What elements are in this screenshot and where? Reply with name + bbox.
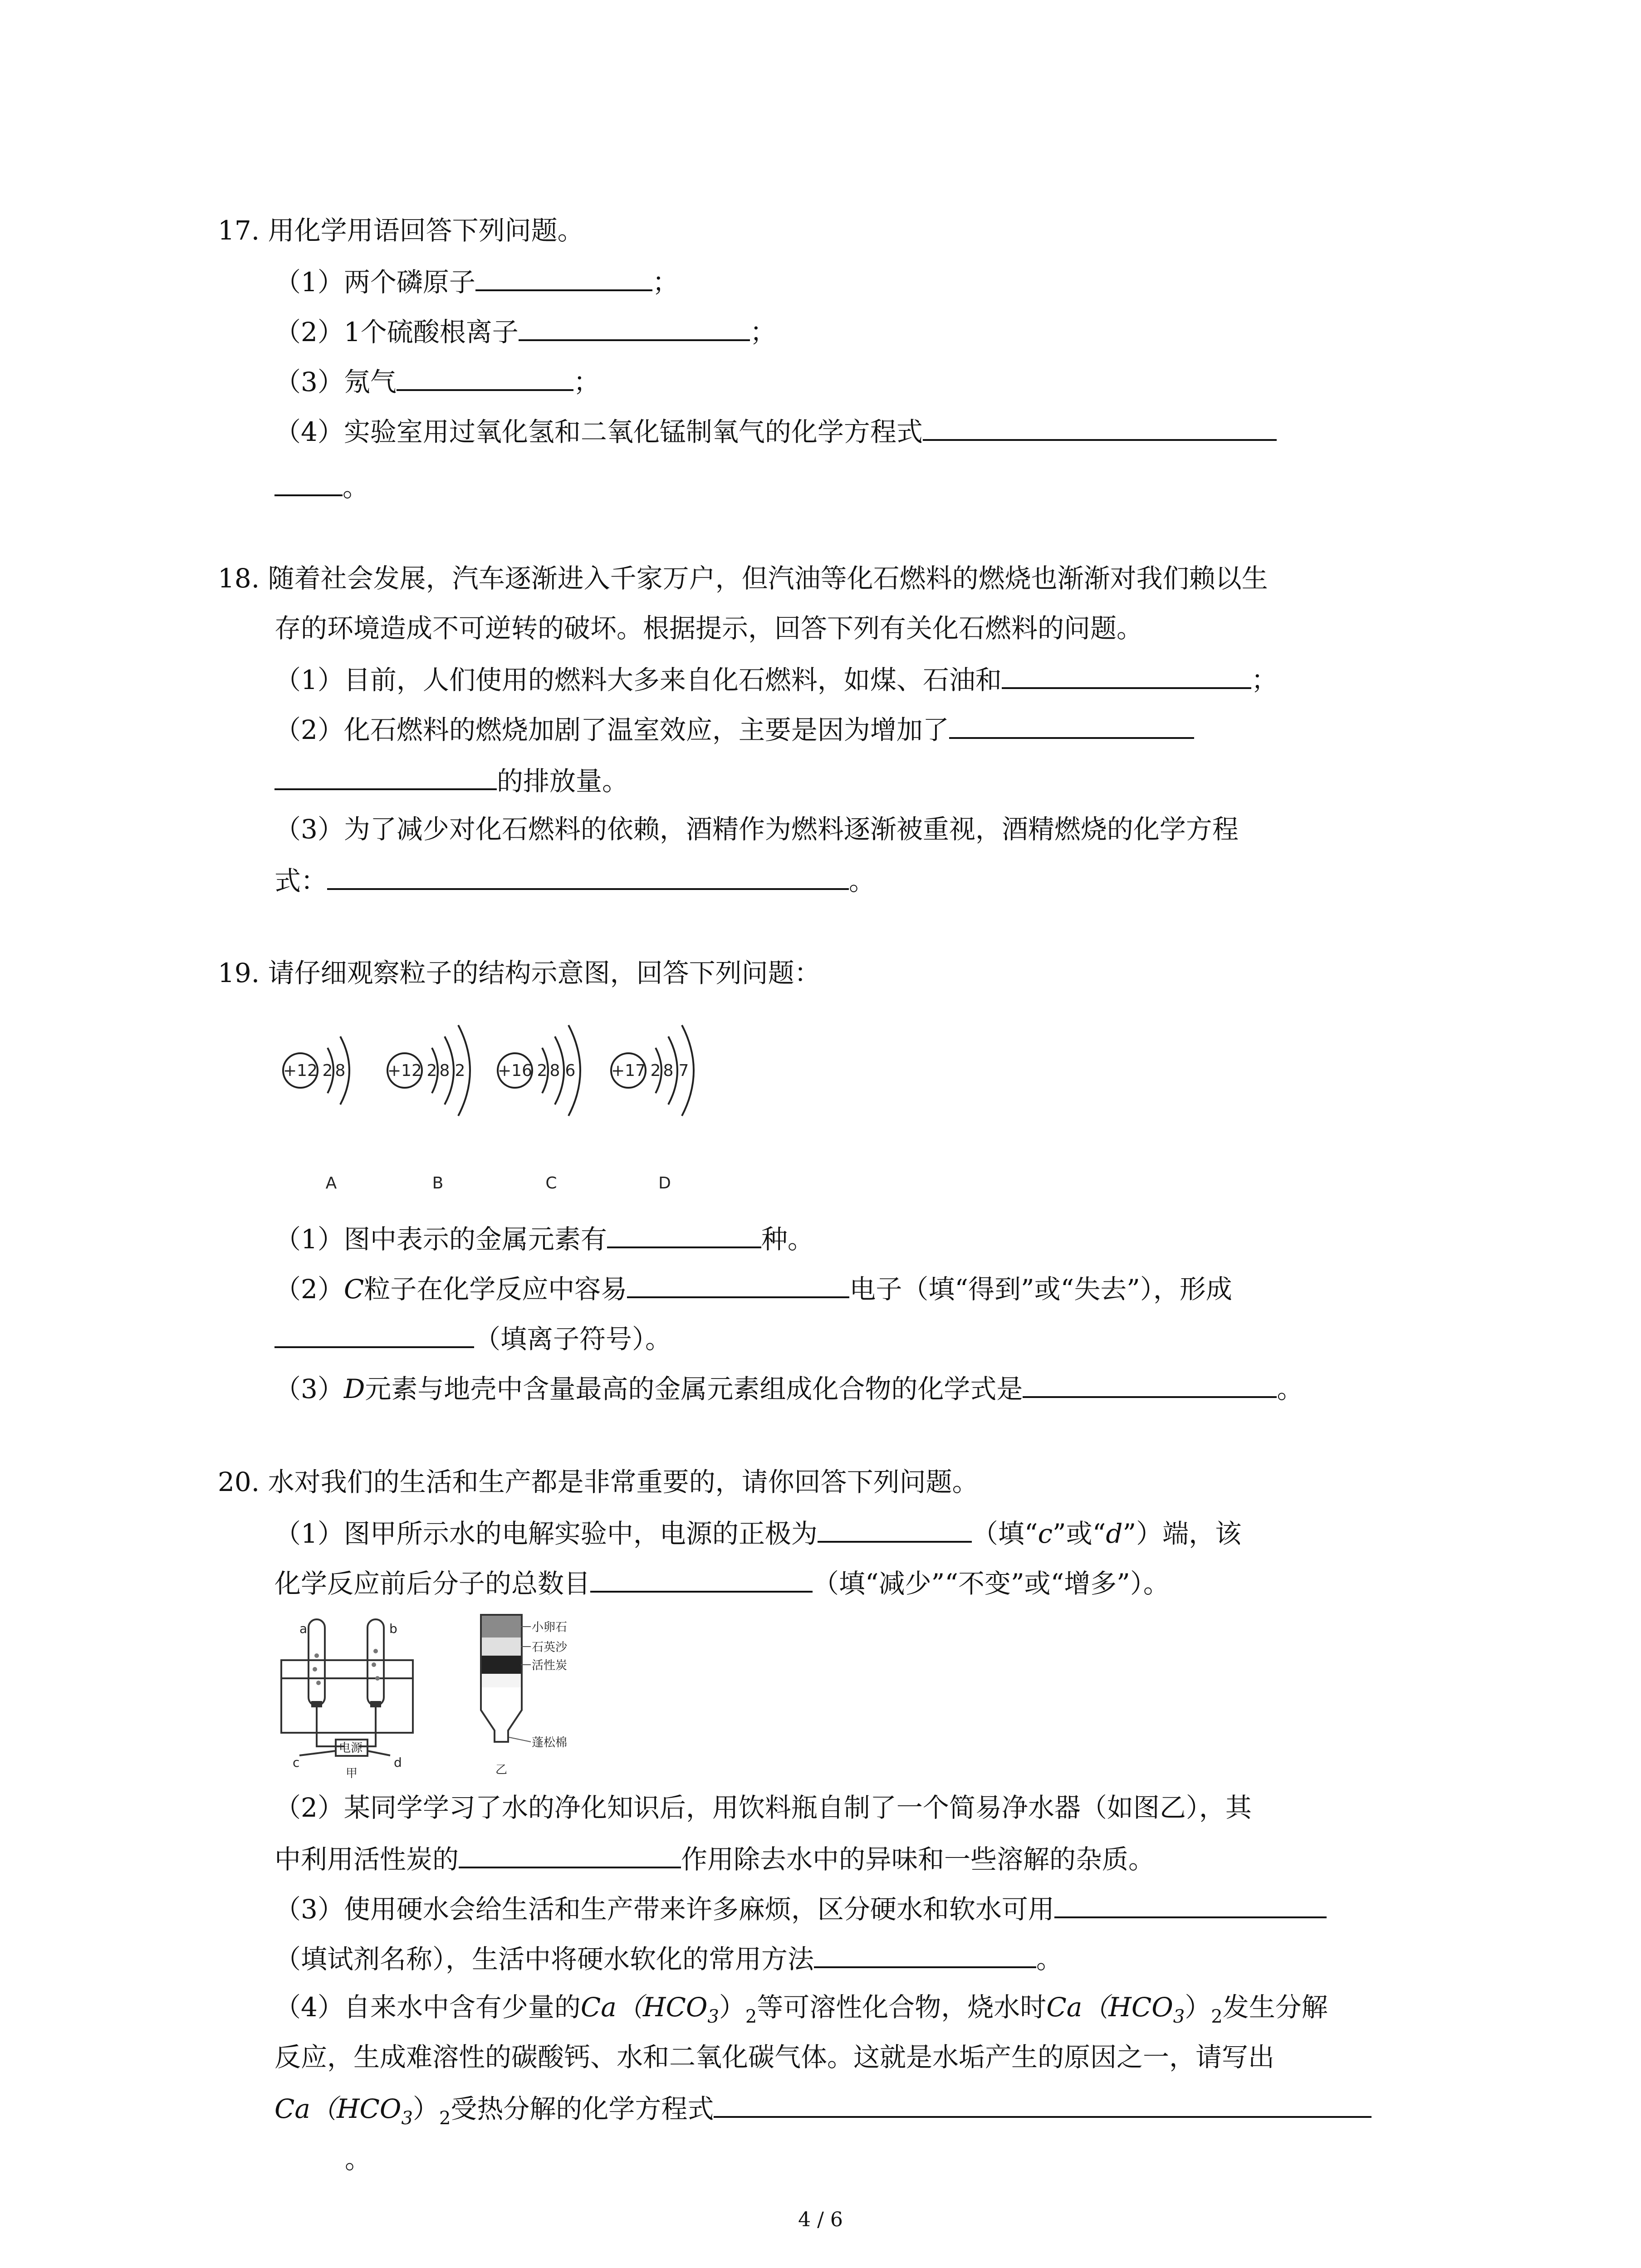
pebble-label: 小卵石 <box>532 1621 568 1634</box>
q18-p3-line2: 式： 。 <box>274 861 875 899</box>
shell-A-2: 8 <box>335 1061 346 1080</box>
q17-p3: （3）氖气 ； <box>274 362 600 400</box>
activated-carbon-label: 活性炭 <box>532 1659 568 1672</box>
shell-C-3: 6 <box>565 1061 576 1080</box>
q20-p4-line2: 反应，生成难溶性的碳酸钙、水和二氧化碳气体。这就是水垢产生的原因之一，请写出 <box>274 2042 1275 2072</box>
answer-blank[interactable] <box>274 467 343 496</box>
label-A: A <box>325 1174 337 1193</box>
cotton-label: 蓬松棉 <box>532 1736 568 1750</box>
shell-D-3: 7 <box>678 1061 689 1080</box>
activated-carbon-layer <box>482 1656 521 1674</box>
nucleus-D: +17 <box>611 1061 646 1080</box>
answer-blank[interactable] <box>818 1514 972 1543</box>
answer-blank[interactable] <box>274 761 497 790</box>
q18-title-line1: 18. 随着社会发展，汽车逐渐进入千家万户，但汽油等化石燃料的燃烧也渐渐对我们赖以生 <box>218 563 1268 594</box>
label-B: B <box>432 1174 444 1193</box>
q19-p2-cont: （填离子符号）。 <box>274 1319 671 1357</box>
shell-D-2: 8 <box>663 1061 674 1080</box>
electrolysis-apparatus-figure <box>272 1610 454 1778</box>
answer-blank[interactable] <box>274 1319 474 1348</box>
answer-blank[interactable] <box>519 312 750 341</box>
electrode-b <box>370 1701 381 1707</box>
pebble-layer <box>482 1616 521 1637</box>
quartz-sand-label: 石英沙 <box>532 1641 568 1654</box>
q19-p2: （2）C粒子在化学反应中容易 电子（填“得到”或“失去”），形成 <box>274 1269 1232 1307</box>
terminal-c-label: c <box>293 1755 300 1770</box>
tube-a-label: a <box>299 1621 308 1636</box>
q17-p4: （4）实验室用过氧化氢和二氧化锰制氧气的化学方程式 <box>274 412 1277 450</box>
particle-structure-svg <box>272 998 726 1207</box>
q17-p2: （2）1个硫酸根离子 ； <box>274 312 776 350</box>
q20-p4-line3: $Ca(HCO_3)_2$受热分解的化学方程式 <box>274 2089 1372 2130</box>
answer-blank[interactable] <box>949 710 1194 739</box>
q20-title: 20. 水对我们的生活和生产都是非常重要的，请你回答下列问题。 <box>218 1466 979 1497</box>
q20-p4-line1: （4）自来水中含有少量的$Ca(HCO_3)_2$等可溶性化合物，烧水时$Ca(HCO_3)_2$发生分解 <box>274 1992 1328 2027</box>
q20-p1: （1）图甲所示水的电解实验中，电源的正极为 （填“c”或“d”）端，该 <box>274 1514 1241 1552</box>
nucleus-C: +16 <box>498 1061 532 1080</box>
shell-C-1: 2 <box>537 1061 548 1080</box>
nucleus-B: +12 <box>387 1061 422 1080</box>
page-number: 4 / 6 <box>798 2208 843 2231</box>
q20-p4-end: 。 <box>345 2144 372 2175</box>
shell-B-3: 2 <box>455 1061 465 1080</box>
q19-p3: （3）D元素与地壳中含量最高的金属元素组成化合物的化学式是 。 <box>274 1369 1303 1407</box>
shell-A-1: 2 <box>322 1061 333 1080</box>
answer-blank[interactable] <box>327 861 849 890</box>
shell-C-2: 8 <box>549 1061 560 1080</box>
q20-p2-line2: 中利用活性炭的 作用除去水中的异味和一些溶解的杂质。 <box>274 1839 1155 1877</box>
q17-p1: （1）两个磷原子 ； <box>274 262 679 300</box>
answer-blank[interactable] <box>397 362 573 391</box>
q18-title-line2: 存的环境造成不可逆转的破坏。根据提示，回答下列有关化石燃料的问题。 <box>274 613 1143 644</box>
tube-b-label: b <box>389 1621 397 1636</box>
answer-blank[interactable] <box>1023 1369 1277 1398</box>
power-supply-label: 电源 <box>339 1741 363 1755</box>
q19-title: 19. 请仔细观察粒子的结构示意图，回答下列问题： <box>218 958 821 988</box>
figure-jia-caption: 甲 <box>346 1767 358 1778</box>
q18-p2-cont: 的排放量。 <box>274 761 628 799</box>
answer-blank[interactable] <box>475 262 652 291</box>
electrolysis-svg <box>272 1610 454 1778</box>
water-purifier-figure <box>467 1606 594 1778</box>
shell-D-1: 2 <box>650 1061 661 1080</box>
answer-blank[interactable] <box>607 1219 761 1248</box>
q19-p1: （1）图中表示的金属元素有 种。 <box>274 1219 814 1257</box>
answer-blank[interactable] <box>814 1939 1036 1968</box>
shell-B-1: 2 <box>426 1061 437 1080</box>
q20-p3-line1: （3）使用硬水会给生活和生产带来许多麻烦，区分硬水和软水可用 <box>274 1889 1327 1927</box>
answer-blank[interactable] <box>1002 660 1251 689</box>
answer-blank[interactable] <box>923 412 1277 441</box>
figure-yi-caption: 乙 <box>495 1763 508 1777</box>
label-C: C <box>545 1174 557 1193</box>
answer-blank[interactable] <box>627 1269 849 1298</box>
label-D: D <box>658 1174 671 1193</box>
answer-blank[interactable] <box>459 1839 681 1868</box>
q18-p2: （2）化石燃料的燃烧加剧了温室效应，主要是因为增加了 <box>274 710 1194 748</box>
q18-p1: （1）目前，人们使用的燃料大多来自化石燃料，如煤、石油和 ； <box>274 660 1278 698</box>
water-purifier-svg <box>467 1606 594 1778</box>
q20-p2-line1: （2）某同学学习了水的净化知识后，用饮料瓶自制了一个简易净水器（如图乙），其 <box>274 1792 1252 1823</box>
answer-blank[interactable] <box>1054 1889 1327 1918</box>
answer-blank[interactable] <box>714 2089 1372 2118</box>
electrode-a <box>311 1701 322 1707</box>
particle-structure-diagram <box>272 998 726 1207</box>
q18-p3-line1: （3）为了减少对化石燃料的依赖，酒精作为燃料逐渐被重视，酒精燃烧的化学方程 <box>274 814 1239 845</box>
q17-title: 17. 用化学用语回答下列问题。 <box>218 215 584 246</box>
q20-p1-cont: 化学反应前后分子的总数目 （填“减少”“不变”或“增多”）。 <box>274 1564 1170 1602</box>
q17-p4-cont: 。 <box>274 467 369 505</box>
answer-blank[interactable] <box>590 1564 813 1593</box>
terminal-d-label: d <box>394 1755 402 1770</box>
cotton-layer <box>482 1674 521 1687</box>
quartz-sand-layer <box>482 1637 521 1656</box>
q20-p3-line2: （填试剂名称），生活中将硬水软化的常用方法 。 <box>274 1939 1063 1977</box>
nucleus-A: +12 <box>283 1061 318 1080</box>
shell-B-2: 8 <box>439 1061 450 1080</box>
